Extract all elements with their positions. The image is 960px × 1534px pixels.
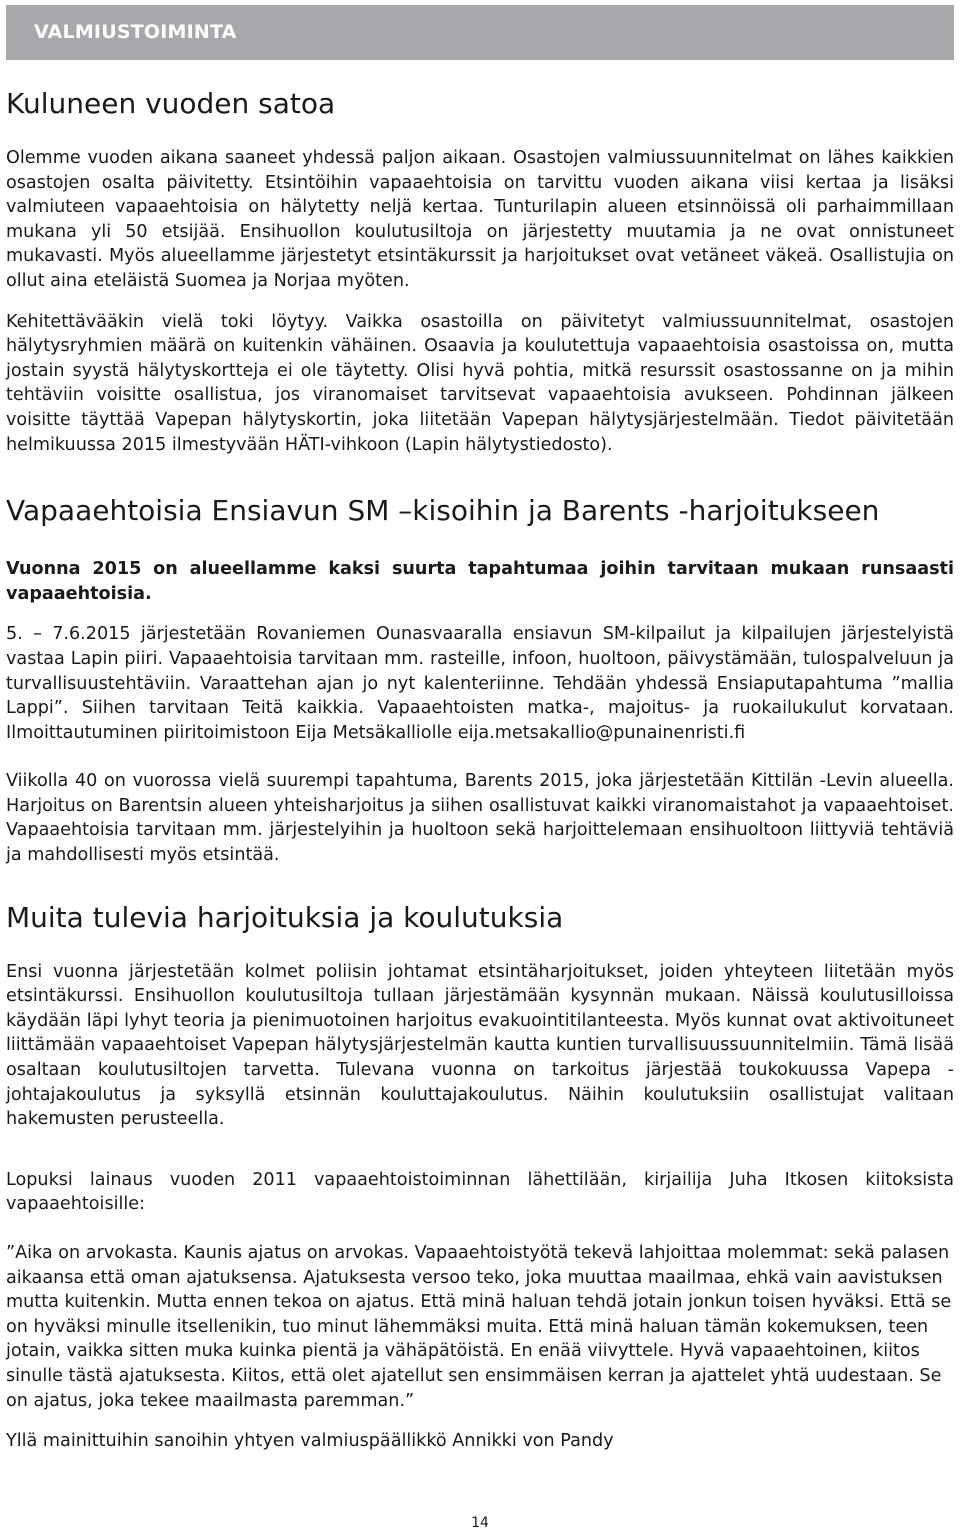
heading-kuluneen-vuoden-satoa: Kuluneen vuoden satoa: [6, 87, 336, 120]
paragraph: Lopuksi lainaus vuoden 2011 vapaaehtoistoiminnan lähettilään, kirjailija Juha Itkosen kiitoksista vapaaehtoisille:: [6, 1169, 954, 1215]
heading-muita-tulevia: Muita tulevia harjoituksia ja koulutuksia: [6, 900, 564, 934]
heading-vapaaehtoisia: Vapaaehtoisia Ensiavun SM –kisoihin ja Barents -harjoitukseen: [6, 494, 880, 528]
paragraph: 5. – 7.6.2015 järjestetään Rovaniemen Ounasvaaralla ensiavun SM-kilpailut ja kilpailujen järjestelyistä vastaa Lapin piiri. Vapaaehtoisia tarvitaan mm. rasteille, infoon, huoltoon, päivystämään, tulospalveluun ja turvallisuustehtäviin. Varaattehan ajan jo nyt kalenteriinne. Tehdään yhdessä Ensiaputapahtuma ”mallia Lappi”. Siihen tarvitaan Teitä kaikkia. Vapaaehtoisten matka-, majoitus- ja ruokailukulut korvataan. Ilmoittautuminen piiritoimistoon Eija Metsäkalliolle eija.metsakallio@punainenristi.fi: [6, 624, 954, 743]
page-number: 14: [471, 1515, 489, 1531]
article-body: [6, 86, 954, 1454]
paragraph: Kehitettävääkin vielä toki löytyy. Vaikka osastoilla on päivitetyt valmiussuunnitelmat, osastojen hälytysryhmien määrä on kuitenkin vähäinen. Osaavia ja koulutettuja vapaaehtoisia osastoissa on, mutta jostain syystä hälytyskortteja ei ole täytetty. Olisi hyvä pohtia, mitkä resurssit osastossanne on ja mihin tehtäviin voisitte osallistua, jos viranomaiset tarvitsevat vapaaehtoisia avukseen. Pohdinnan jälkeen voisitte täyttää Vapepan hälytyskortin, joka liitetään Vapepan hälytysjärjestelmään. Tiedot päivitetään helmikuussa 2015 ilmestyvään HÄTI-vihkoon (Lapin hälytystiedosto).: [6, 311, 954, 455]
signature: Yllä mainittuihin sanoihin yhtyen valmiuspäällikkö Annikki von Pandy: [6, 1431, 614, 1452]
section-title: VALMIUSTOIMINTA: [34, 21, 237, 43]
paragraph: Ensi vuonna järjestetään kolmet poliisin johtamat etsintäharjoitukset, joiden yhteyteen liitetään myös etsintäkurssi. Ensihuollon koulutusiltoja tullaan järjestämään kysynnän mukaan. Näissä koulutusilloissa käydään läpi lyhyt teoria ja pienimuotoinen harjoitus evakuointitilanteesta. Myös kunnat ovat aktivoituneet liittämään vapaaehtoiset Vapepan hälytysjärjestelmän kautta kuntien turvallisuussuunnitelmiin. Tämä lisää osaltaan koulutusiltojen tarvetta. Tulevana vuonna on tarkoitus järjestää toukokuussa Vapepa -johtajakoulutus ja syksyllä etsinnän kouluttajakoulutus. Näihin koulutuksiin osallistujat valitaan hakemusten perusteella.: [6, 961, 954, 1130]
quote: ”Aika on arvokasta. Kaunis ajatus on arvokas. Vapaaehtoistyötä tekevä lahjoittaa molemmat: sekä palasen aikaansa että oman ajatuksensa. Ajatuksesta versoo teko, joka muuttaa maailmaa, ehkä vain aavistuksen mutta kuitenkin. Mutta ennen tekoa on ajatus. Että minä haluan tehdä jotain jonkun toisen hyväksi. Että se on hyväksi minulle itsellenikin, tuo minut lähemmäksi muita. Että minä haluan tämän kokemuksen, teen jotain, vaikka sitten muka kuinka pientä ja vähäpätöistä. En enää viivyttele. Hyvä vapaaehtoinen, kiitos sinulle tästä ajatuksesta. Kiitos, että olet ajatellut sen ensimmäisen kerran ja ajattelet yhtä uudestaan. Se on ajatus, joka tekee maailmasta paremman.”: [6, 1243, 952, 1411]
header-bar: [6, 5, 954, 60]
paragraph: Viikolla 40 on vuorossa vielä suurempi tapahtuma, Barents 2015, joka järjestetään Kittilän -Levin alueella. Harjoitus on Barentsin alueen yhteisharjoitus ja siihen osallistuvat kaikki viranomaistahot ja vapaaehtoiset. Vapaaehtoisia tarvitaan mm. järjestelyihin ja huoltoon sekä harjoittelemaan ensihuoltoon liittyviä tehtäviä ja mahdollisesti myös etsintää.: [6, 771, 954, 866]
lead-paragraph: Vuonna 2015 on alueellamme kaksi suurta tapahtumaa joihin tarvitaan mukaan runsaasti vapaaehtoisia.: [6, 559, 954, 604]
paragraph: Olemme vuoden aikana saaneet yhdessä paljon aikaan. Osastojen valmiussuunnitelmat on lähes kaikkien osastojen osalta päivitetty. Etsintöihin vapaaehtoisia on tarvittu vuoden aikana viisi kertaa ja lisäksi valmiuteen vapaaehtoisia on hälytetty neljä kertaa. Tunturilapin alueen etsinnöissä oli parhaimmillaan mukana yli 50 etsijää. Ensihuollon koulutusiltoja on järjestetty muutamia ja ne ovat onnistuneet mukavasti. Myös alueellamme järjestetyt etsintäkurssit ja harjoitukset ovat vetäneet väkeä. Osallistujia on ollut aina eteläistä Suomea ja Norjaa myöten.: [6, 148, 954, 291]
